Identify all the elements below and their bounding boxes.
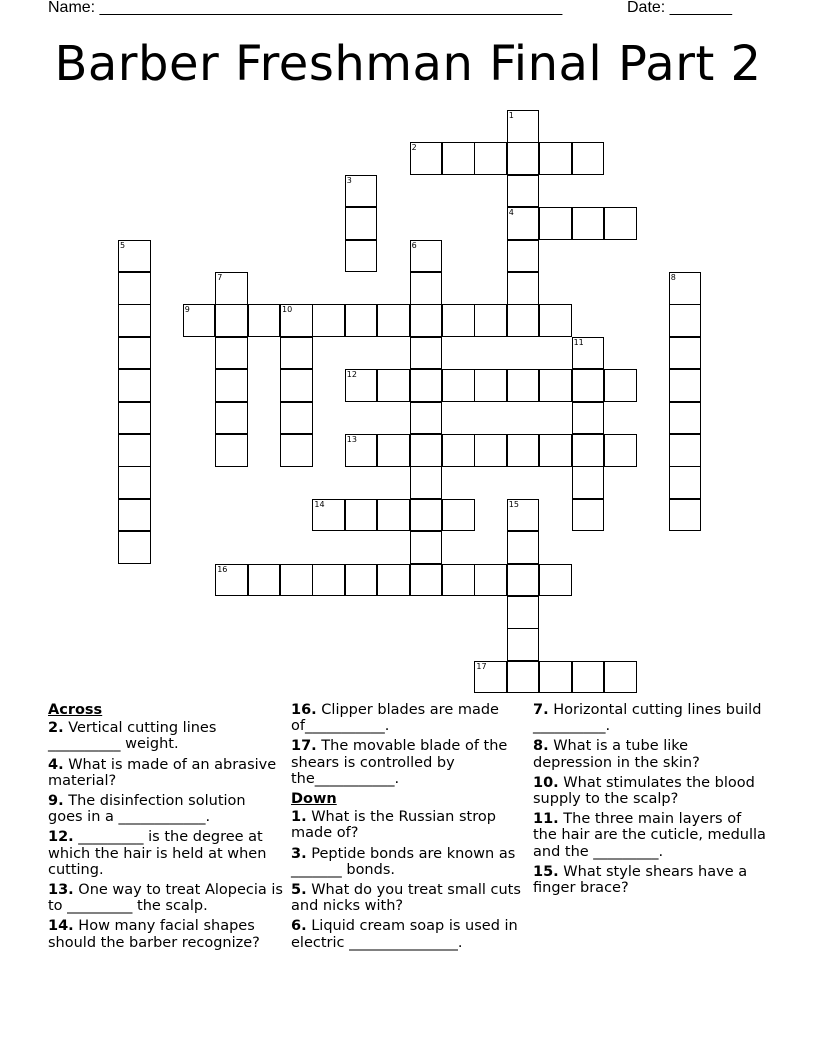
clue-number: 8. xyxy=(533,738,549,755)
crossword-cell[interactable] xyxy=(669,466,702,499)
crossword-cell[interactable] xyxy=(410,402,443,435)
crossword-cell[interactable] xyxy=(280,564,313,597)
crossword-cell[interactable] xyxy=(507,110,540,143)
crossword-cell[interactable] xyxy=(539,369,572,402)
crossword-cell[interactable] xyxy=(507,142,540,175)
clue-number-label: 12 xyxy=(346,370,357,380)
crossword-cell[interactable] xyxy=(507,596,540,629)
clue-number: 10. xyxy=(533,774,559,791)
crossword-cell[interactable] xyxy=(215,434,248,467)
crossword-cell[interactable] xyxy=(118,304,151,337)
crossword-cell[interactable] xyxy=(507,434,540,467)
clue-text: The movable blade of the shears is controlled by the___________. xyxy=(291,738,508,787)
down-heading: Down xyxy=(291,791,337,808)
crossword-cell[interactable] xyxy=(474,369,507,402)
clue-text: What stimulates the blood supply to the scalp? xyxy=(533,774,755,808)
clue-text: Clipper blades are made of___________. xyxy=(291,702,499,735)
clue-number: 16. xyxy=(291,702,317,718)
clue-text: The three main layers of the hair are the cuticle, medulla and the _________. xyxy=(533,811,766,860)
crossword-cell[interactable] xyxy=(410,564,443,597)
crossword-cell[interactable] xyxy=(345,175,378,208)
crossword-cell[interactable] xyxy=(345,207,378,240)
crossword-cell[interactable] xyxy=(215,304,248,337)
crossword-cell[interactable] xyxy=(507,207,540,240)
crossword-cell[interactable] xyxy=(539,304,572,337)
crossword-cell[interactable] xyxy=(442,142,475,175)
crossword-cell[interactable] xyxy=(410,466,443,499)
crossword-cell[interactable] xyxy=(539,142,572,175)
clue-number: 1. xyxy=(291,809,307,826)
crossword-cell[interactable] xyxy=(118,499,151,532)
crossword-cell[interactable] xyxy=(248,304,281,337)
clues-column-3 xyxy=(533,702,768,900)
crossword-cell[interactable] xyxy=(572,142,605,175)
crossword-cell[interactable] xyxy=(312,564,345,597)
clue-number: 13. xyxy=(48,882,74,899)
clue-number-label: 5 xyxy=(120,240,126,250)
crossword-cell[interactable] xyxy=(669,369,702,402)
clue-text: What is the Russian strop made of? xyxy=(291,809,496,842)
across-clue-17 xyxy=(291,738,526,787)
crossword-cell[interactable] xyxy=(669,434,702,467)
crossword-cell[interactable] xyxy=(669,304,702,337)
page-title: Barber Freshman Final Part 2 xyxy=(54,36,762,92)
crossword-cell[interactable] xyxy=(474,142,507,175)
down-clue-1 xyxy=(291,809,526,841)
crossword-cell[interactable] xyxy=(215,402,248,435)
clue-number: 14. xyxy=(48,918,74,935)
crossword-cell[interactable] xyxy=(507,499,540,532)
across-clue-9 xyxy=(48,793,283,825)
clue-number: 3. xyxy=(291,845,307,862)
down-clue-6 xyxy=(291,918,526,950)
clues-column-2 xyxy=(291,702,526,955)
crossword-cell[interactable] xyxy=(345,240,378,273)
clue-number: 15. xyxy=(533,863,559,880)
crossword-cell[interactable] xyxy=(118,434,151,467)
crossword-cell[interactable] xyxy=(410,434,443,467)
down-clue-7 xyxy=(533,702,768,734)
across-clue-14 xyxy=(48,918,283,950)
clue-number-label: 10 xyxy=(282,305,293,315)
crossword-cell[interactable] xyxy=(410,142,443,175)
crossword-cell[interactable] xyxy=(345,304,378,337)
clue-text: Vertical cutting lines __________ weight. xyxy=(48,720,217,753)
clue-number-label: 15 xyxy=(508,499,519,509)
crossword-cell[interactable] xyxy=(345,499,378,532)
crossword-cell[interactable] xyxy=(604,661,637,694)
crossword-cell[interactable] xyxy=(377,499,410,532)
crossword-cell[interactable] xyxy=(474,434,507,467)
across-clue-2 xyxy=(48,720,283,752)
crossword-cell[interactable] xyxy=(507,240,540,273)
down-clue-15 xyxy=(533,864,768,896)
crossword-cell[interactable] xyxy=(507,369,540,402)
crossword-cell[interactable] xyxy=(410,337,443,370)
across-heading: Across xyxy=(48,702,103,718)
crossword-cell[interactable] xyxy=(604,207,637,240)
clue-number-label: 9 xyxy=(184,305,190,315)
clue-text: Liquid cream soap is used in electric _______________. xyxy=(291,918,518,951)
crossword-cell[interactable] xyxy=(118,402,151,435)
across-clue-16 xyxy=(291,702,526,734)
crossword-cell[interactable] xyxy=(572,369,605,402)
clue-text: What is a tube like depression in the skin? xyxy=(533,738,700,771)
crossword-cell[interactable] xyxy=(442,499,475,532)
crossword-cell[interactable] xyxy=(377,434,410,467)
clue-number-label: 11 xyxy=(573,337,584,347)
clue-number: 11. xyxy=(533,811,559,828)
crossword-cell[interactable] xyxy=(118,369,151,402)
down-clue-8 xyxy=(533,738,768,770)
clue-number-label: 8 xyxy=(670,273,676,282)
crossword-cell[interactable] xyxy=(377,369,410,402)
crossword-cell[interactable] xyxy=(345,369,378,402)
crossword-cell[interactable] xyxy=(118,531,151,564)
crossword-cell[interactable] xyxy=(280,304,313,337)
clue-number: 9. xyxy=(48,793,64,810)
crossword-cell[interactable] xyxy=(507,304,540,337)
across-clue-12 xyxy=(48,829,283,878)
crossword-cell[interactable] xyxy=(118,240,151,273)
down-clue-5 xyxy=(291,882,526,914)
crossword-cell[interactable] xyxy=(248,564,281,597)
clue-number-label: 14 xyxy=(314,499,325,509)
crossword-cell[interactable] xyxy=(280,434,313,467)
clue-text: Horizontal cutting lines build __________. xyxy=(533,702,762,735)
crossword-cell[interactable] xyxy=(572,434,605,467)
crossword-cell[interactable] xyxy=(118,337,151,370)
clue-number: 5. xyxy=(291,882,307,899)
crossword-cell[interactable] xyxy=(215,337,248,370)
crossword-cell[interactable] xyxy=(410,304,443,337)
crossword-cell[interactable] xyxy=(183,304,216,337)
crossword-cell[interactable] xyxy=(410,499,443,532)
crossword-cell[interactable] xyxy=(669,499,702,532)
clue-number-label: 3 xyxy=(346,175,352,185)
clue-text: _________ is the degree at which the hair is held at when cutting. xyxy=(48,829,267,878)
across-clue-4 xyxy=(48,757,283,789)
crossword-cell[interactable] xyxy=(572,499,605,532)
crossword-cell[interactable] xyxy=(442,304,475,337)
crossword-cell[interactable] xyxy=(474,661,507,694)
crossword-cell[interactable] xyxy=(507,175,540,208)
crossword-cell[interactable] xyxy=(474,304,507,337)
crossword-cell[interactable] xyxy=(669,337,702,370)
clues-column-1 xyxy=(48,702,283,955)
crossword-cell[interactable] xyxy=(507,564,540,597)
crossword-cell[interactable] xyxy=(410,531,443,564)
crossword-cell[interactable] xyxy=(572,207,605,240)
crossword-cell[interactable] xyxy=(539,564,572,597)
clue-number-label: 1 xyxy=(508,111,514,120)
crossword-cell[interactable] xyxy=(345,434,378,467)
crossword-cell[interactable] xyxy=(312,499,345,532)
crossword-cell[interactable] xyxy=(312,304,345,337)
crossword-cell[interactable] xyxy=(410,240,443,273)
crossword-cell[interactable] xyxy=(604,434,637,467)
clue-number: 4. xyxy=(48,756,64,773)
clue-number: 6. xyxy=(291,918,307,935)
down-clue-3 xyxy=(291,846,526,878)
crossword-cell[interactable] xyxy=(572,337,605,370)
clue-number-label: 7 xyxy=(217,273,223,282)
date-field[interactable]: Date: _______ xyxy=(627,0,732,16)
crossword-cell[interactable] xyxy=(507,272,540,305)
crossword-cell[interactable] xyxy=(669,272,702,305)
crossword-cell[interactable] xyxy=(539,207,572,240)
crossword-cell[interactable] xyxy=(507,531,540,564)
clue-number-label: 2 xyxy=(411,143,417,153)
crossword-cell[interactable] xyxy=(118,466,151,499)
clue-number-label: 17 xyxy=(476,661,487,671)
clue-number: 12. xyxy=(48,829,74,846)
crossword-cell[interactable] xyxy=(539,434,572,467)
crossword-cell[interactable] xyxy=(345,564,378,597)
across-clue-13 xyxy=(48,882,283,914)
clue-number-label: 16 xyxy=(217,564,228,574)
crossword-cell[interactable] xyxy=(280,402,313,435)
crossword-cell[interactable] xyxy=(118,272,151,305)
down-clue-10 xyxy=(533,775,768,807)
crossword-cell[interactable] xyxy=(280,337,313,370)
crossword-cell[interactable] xyxy=(572,402,605,435)
crossword-cell[interactable] xyxy=(604,369,637,402)
clue-number: 17. xyxy=(291,738,317,755)
clue-text: The disinfection solution goes in a ____________. xyxy=(48,793,246,826)
crossword-cell[interactable] xyxy=(669,402,702,435)
crossword-cell[interactable] xyxy=(280,369,313,402)
name-field[interactable]: Name: ____________________________________________________ xyxy=(48,0,563,16)
crossword-cell[interactable] xyxy=(377,564,410,597)
clue-text: What is made of an abrasive material? xyxy=(48,756,277,789)
clue-number: 2. xyxy=(48,720,64,737)
crossword-cell[interactable] xyxy=(539,661,572,694)
crossword-cell[interactable] xyxy=(442,369,475,402)
clue-number-label: 6 xyxy=(411,240,417,250)
clue-number-label: 13 xyxy=(346,435,357,444)
crossword-cell[interactable] xyxy=(215,272,248,305)
crossword-cell[interactable] xyxy=(572,466,605,499)
crossword-cell[interactable] xyxy=(410,272,443,305)
crossword-cell[interactable] xyxy=(442,564,475,597)
crossword-cell[interactable] xyxy=(410,369,443,402)
crossword-cell[interactable] xyxy=(572,661,605,694)
clue-text: Peptide bonds are known as _______ bonds. xyxy=(291,845,516,878)
clue-text: What style shears have a finger brace? xyxy=(533,863,748,897)
clue-text: One way to treat Alopecia is to _________ the scalp. xyxy=(48,882,283,915)
clue-number-label: 4 xyxy=(508,208,514,218)
crossword-cell[interactable] xyxy=(507,628,540,661)
crossword-cell[interactable] xyxy=(507,661,540,694)
crossword-cell[interactable] xyxy=(215,564,248,597)
clue-text: What do you treat small cuts and nicks with? xyxy=(291,882,521,915)
crossword-cell[interactable] xyxy=(474,564,507,597)
clue-text: How many facial shapes should the barber recognize? xyxy=(48,918,260,951)
down-clue-11 xyxy=(533,811,768,860)
crossword-cell[interactable] xyxy=(377,304,410,337)
crossword-cell[interactable] xyxy=(215,369,248,402)
crossword-cell[interactable] xyxy=(442,434,475,467)
clue-number: 7. xyxy=(533,702,549,718)
